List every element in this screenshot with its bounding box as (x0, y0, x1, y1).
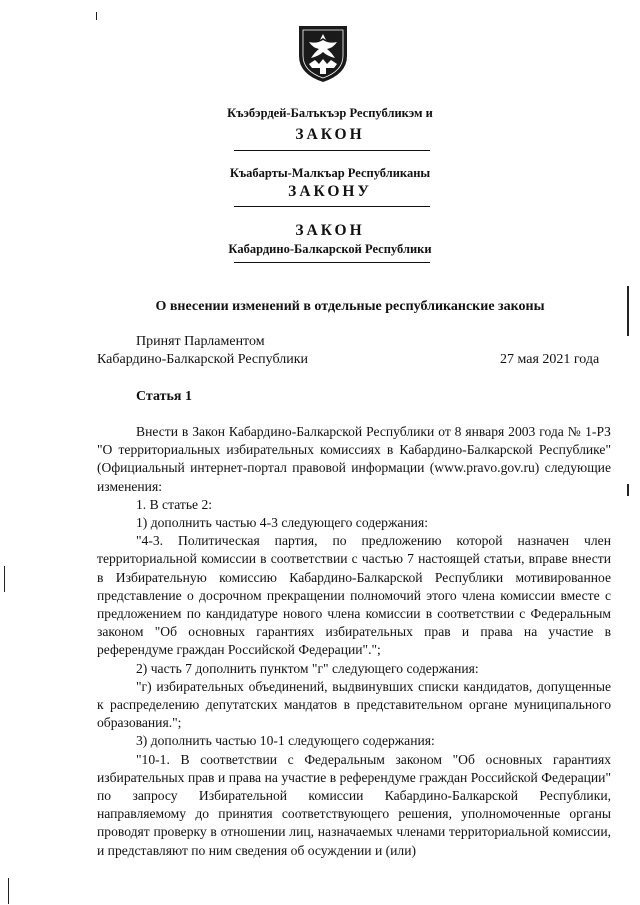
paragraph: 1) дополнить частью 4-3 следующего содержания: (136, 515, 428, 531)
header-line-kabardian: Къэбэрдей-Балъкъэр Республикэм и (227, 106, 433, 120)
paragraph: "г) избирательных объединений, выдвинувших списки кандидатов, допущенные к распределению депутатских мандатов в представительном органе муниципального образования."; (97, 678, 611, 731)
header-line-russian: Кабардино-Балкарской Республики (228, 242, 432, 256)
law-title: О внесении изменений в отдельные республиканские законы (155, 299, 545, 314)
adopted-by: Принят Парламентом (136, 334, 265, 349)
header-law-russian: ЗАКОН (295, 222, 365, 239)
scan-artifact (627, 484, 629, 496)
adoption-date: 27 мая 2021 года (500, 352, 600, 367)
scan-artifact (96, 12, 97, 20)
paragraph: 1. В статье 2: (136, 496, 213, 512)
header-line-balkar: Къабарты-Малкъар Республиканы (229, 166, 431, 180)
article-heading: Статья 1 (136, 389, 192, 404)
header-divider (234, 206, 430, 207)
article-body (97, 423, 611, 860)
paragraph: 3) дополнить частью 10-1 следующего содержания: (136, 733, 435, 749)
adopted-by-republic: Кабардино-Балкарской Республики (97, 352, 308, 367)
header-divider (234, 262, 430, 263)
scan-artifact (8, 878, 9, 904)
scan-artifact (4, 566, 5, 592)
paragraph: "4-3. Политическая партия, по предложению которой назначен член территориальной комиссии в соответствии с частью 7 настоящей статьи, вправе внести в Избирательную комиссию Кабардино-Балкарской Республики мотивированное представление о досрочном прекращении полномочий этого члена комиссии вместе с предложением по кандидатуре нового члена комиссии в соответствии с Федеральным законом "Об основных гарантиях избирательных прав и права на участие в референдуме граждан Российской Федерации"."; (97, 533, 611, 658)
coat-of-arms-icon (293, 22, 353, 84)
header-divider (234, 150, 430, 151)
paragraph: Внести в Закон Кабардино-Балкарской Республики от 8 января 2003 года № 1-РЗ "О территориальных избирательных комиссиях в Кабардино-Балкарской Республике" (Официальный интернет-портал правовой информации (www.pravo.gov.ru) следующие изменения: (97, 424, 611, 494)
paragraph: 2) часть 7 дополнить пунктом "г" следующего содержания: (136, 660, 479, 676)
header-law-balkar: ЗАКОНУ (288, 183, 372, 200)
scan-artifact (627, 286, 629, 336)
paragraph: "10-1. В соответствии с Федеральным законом "Об основных гарантиях избирательных прав и права на участие в референдуме граждан Российской Федерации" по запросу Избирательной комиссии Кабардино-Балкарской Республики, направляемому до принятия соответствующего решения, уполномоченные органы проводят проверку в отношении лиц, назначаемых членами территориальной комиссии, и представляют по ним сведения об осуждении и (или) (97, 751, 611, 858)
header-law-kabardian: ЗАКОН (295, 126, 365, 143)
